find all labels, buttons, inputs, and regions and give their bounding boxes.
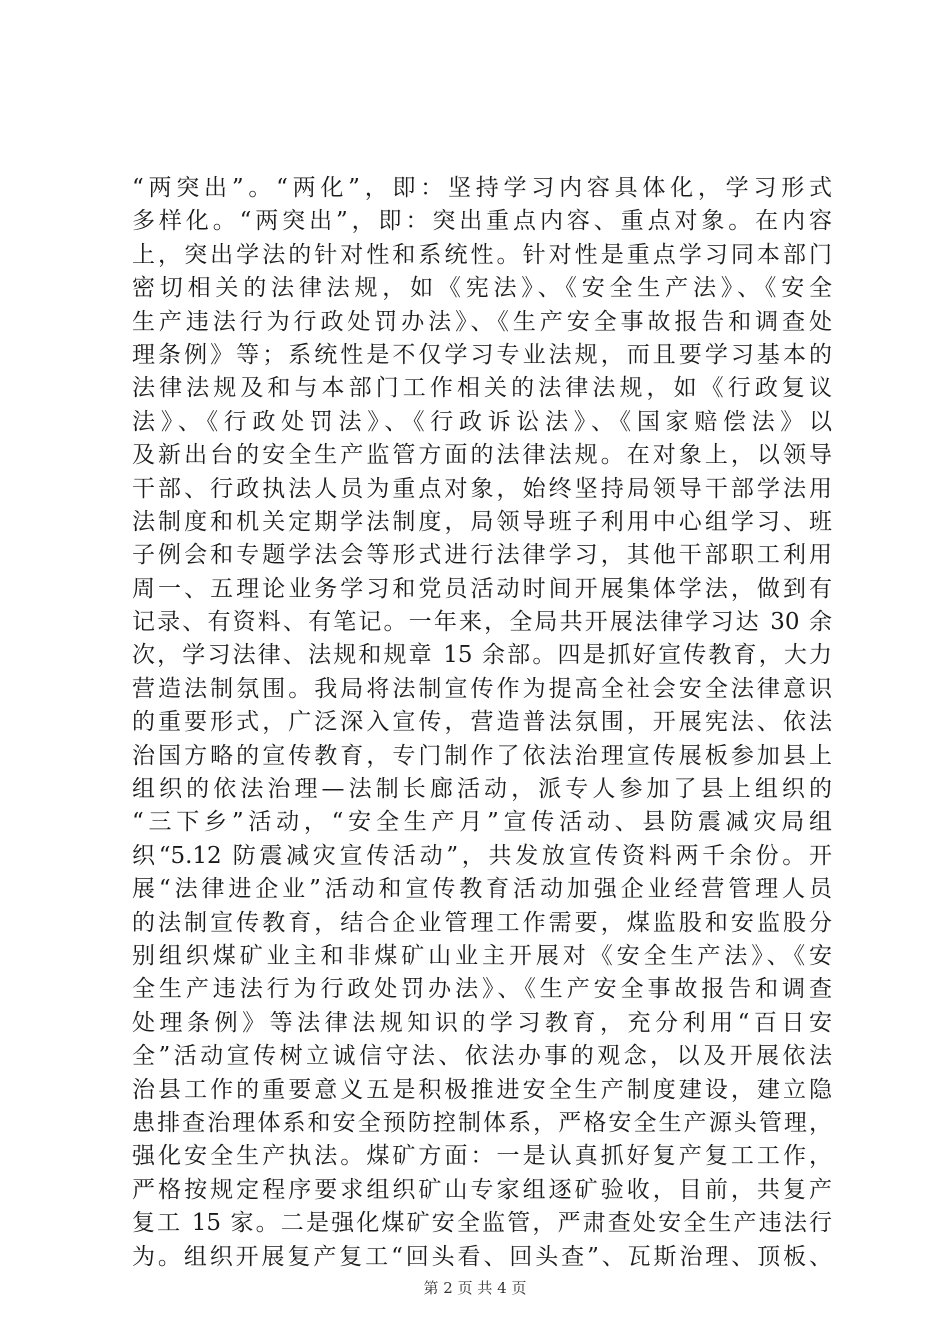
text-line: 及新出台的安全生产监管方面的法律法规。在对象上，以领导 bbox=[132, 442, 832, 469]
text-line: 别组织煤矿业主和非煤矿山业主开展对《安全生产法》、《安 bbox=[132, 942, 832, 969]
text-line: 的重要形式，广泛深入宣传，营造普法氛围，开展宪法、依法 bbox=[132, 709, 832, 736]
text-line: 为。组织开展复产复工“回头看、回头查”、瓦斯治理、顶板、 bbox=[132, 1243, 832, 1270]
text-line: 密切相关的法律法规，如《宪法》、《安全生产法》、《安全 bbox=[132, 275, 832, 302]
text-line: 治国方略的宣传教育，专门制作了依法治理宣传展板参加县上 bbox=[132, 742, 832, 769]
text-line: 法》、《行政处罚法》、《行政诉讼法》、《国家赔偿法》以 bbox=[132, 408, 832, 435]
text-line: 患排查治理体系和安全预防控制体系，严格安全生产源头管理， bbox=[132, 1109, 832, 1136]
text-line: 复工 15 家。二是强化煤矿安全监管，严肃查处安全生产违法行 bbox=[132, 1210, 832, 1237]
text-line: 法制度和机关定期学法制度，局领导班子利用中心组学习、班 bbox=[132, 508, 832, 535]
text-line: 上，突出学法的针对性和系统性。针对性是重点学习同本部门 bbox=[132, 241, 832, 268]
text-line: 子例会和专题学法会等形式进行法律学习，其他干部职工利用 bbox=[132, 542, 832, 569]
text-line: 生产违法行为行政处罚办法》、《生产安全事故报告和调查处 bbox=[132, 308, 832, 335]
text-line: 营造法制氛围。我局将法制宣传作为提高全社会安全法律意识 bbox=[132, 675, 832, 702]
text-line: 组织的依法治理—法制长廊活动，派专人参加了县上组织的 bbox=[132, 776, 832, 803]
text-line: 的法制宣传教育，结合企业管理工作需要，煤监股和安监股分 bbox=[132, 909, 832, 936]
text-line: 理条例》等；系统性是不仅学习专业法规，而且要学习基本的 bbox=[132, 341, 832, 368]
text-line: 全”活动宣传树立诚信守法、依法办事的观念，以及开展依法 bbox=[132, 1043, 832, 1070]
text-line: 严格按规定程序要求组织矿山专家组逐矿验收，目前，共复产 bbox=[132, 1176, 832, 1203]
page-footer: 第 2 页 共 4 页 bbox=[423, 1279, 527, 1297]
text-line: 全生产违法行为行政处罚办法》、《生产安全事故报告和调查 bbox=[132, 976, 832, 1003]
text-line: 次，学习法律、法规和规章 15 余部。四是抓好宣传教育，大力 bbox=[132, 642, 832, 669]
text-line: 干部、行政执法人员为重点对象，始终坚持局领导干部学法用 bbox=[132, 475, 832, 502]
body-text bbox=[132, 172, 832, 1274]
text-line: 治县工作的重要意义五是积极推进安全生产制度建设，建立隐 bbox=[132, 1076, 832, 1103]
text-line: 记录、有资料、有笔记。一年来，全局共开展法律学习达 30 余 bbox=[132, 609, 832, 636]
text-line: 多样化。“两突出”，即：突出重点内容、重点对象。在内容 bbox=[132, 208, 832, 235]
text-line: 处理条例》等法律法规知识的学习教育，充分利用“百日安 bbox=[132, 1009, 832, 1036]
text-line: “两突出”。“两化”，即：坚持学习内容具体化，学习形式 bbox=[132, 175, 832, 201]
text-line: 法律法规及和与本部门工作相关的法律法规，如《行政复议 bbox=[132, 375, 832, 402]
text-line: 强化安全生产执法。煤矿方面：一是认真抓好复产复工工作， bbox=[132, 1143, 832, 1170]
text-line: 周一、五理论业务学习和党员活动时间开展集体学法，做到有 bbox=[132, 575, 832, 602]
text-line: 织“5.12 防震减灾宣传活动”，共发放宣传资料两千余份。开 bbox=[132, 842, 832, 869]
text-line: “三下乡”活动，“安全生产月”宣传活动、县防震减灾局组 bbox=[132, 809, 832, 836]
text-line: 展“法律进企业”活动和宣传教育活动加强企业经营管理人员 bbox=[132, 876, 832, 903]
